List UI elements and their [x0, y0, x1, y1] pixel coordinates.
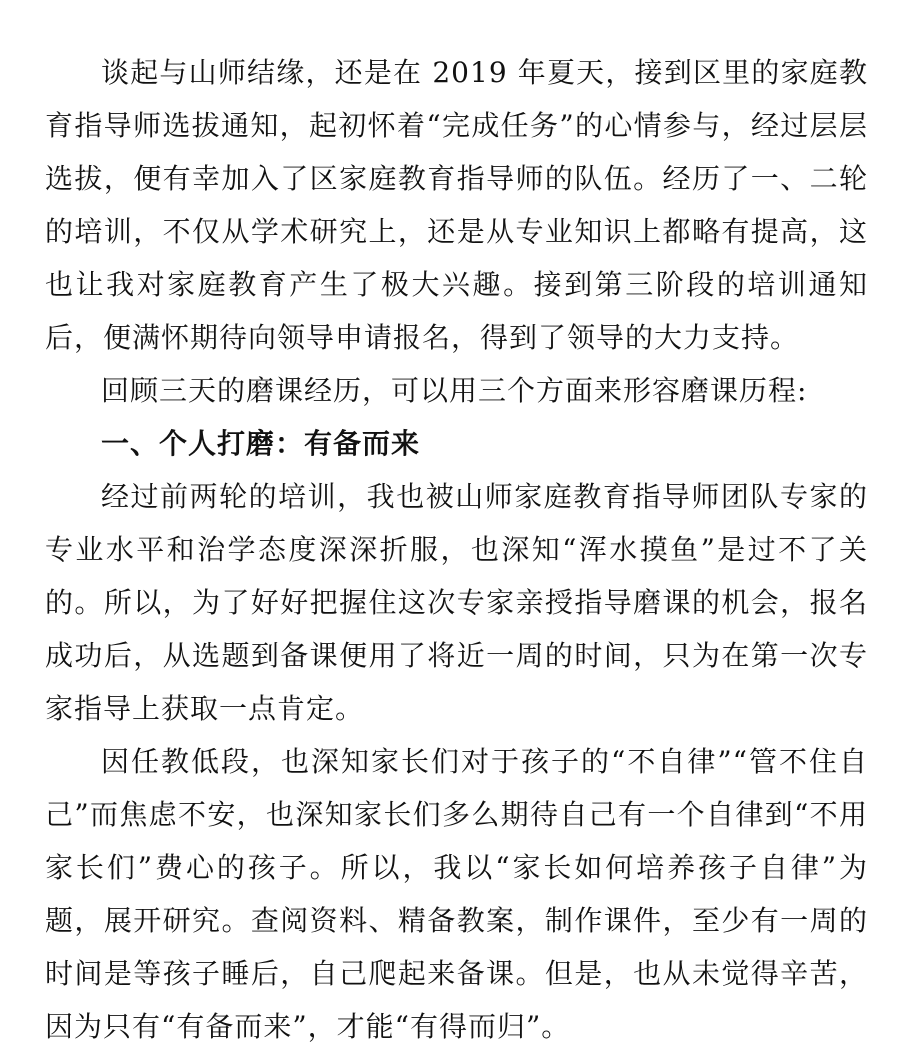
intro-paragraph: 谈起与山师结缘，还是在 2019 年夏天，接到区里的家庭教育指导师选拔通知，起初怀着“完成任务”的心情参与，经过层层选拔，便有幸加入了区家庭教育指导师的队伍。经历了一、二轮的培训，不仅从学术研究上，还是从专业知识上都略有提高，这也让我对家庭教育产生了极大兴趣。接到第三阶段的培训通知后，便满怀期待向领导申请报名，得到了领导的大力支持。 [45, 56, 868, 354]
review-paragraph: 回顾三天的磨课经历，可以用三个方面来形容磨课历程: [101, 374, 808, 407]
section-1-paragraph-2: 因任教低段，也深知家长们对于孩子的“不自律”“管不住自己”而焦虑不安，也深知家长们多么期待自己有一个自律到“不用家长们”费心的孩子。所以，我以“家长如何培养孩子自律”为题，展开研究。查阅资料、精备教案，制作课件，至少有一周的时间是等孩子睡后，自己爬起来备课。但是，也从未觉得辛苦，因为只有“有备而来”，才能“有得而归”。 [45, 745, 868, 1043]
section-heading-1: 一、个人打磨：有备而来 [101, 427, 421, 460]
section-1-paragraph-1: 经过前两轮的培训，我也被山师家庭教育指导师团队专家的专业水平和治学态度深深折服，也深知“浑水摸鱼”是过不了关的。所以，为了好好把握住这次专家亲授指导磨课的机会，报名成功后，从选题到备课便用了将近一周的时间，只为在第一次专家指导上获取一点肯定。 [45, 480, 868, 725]
